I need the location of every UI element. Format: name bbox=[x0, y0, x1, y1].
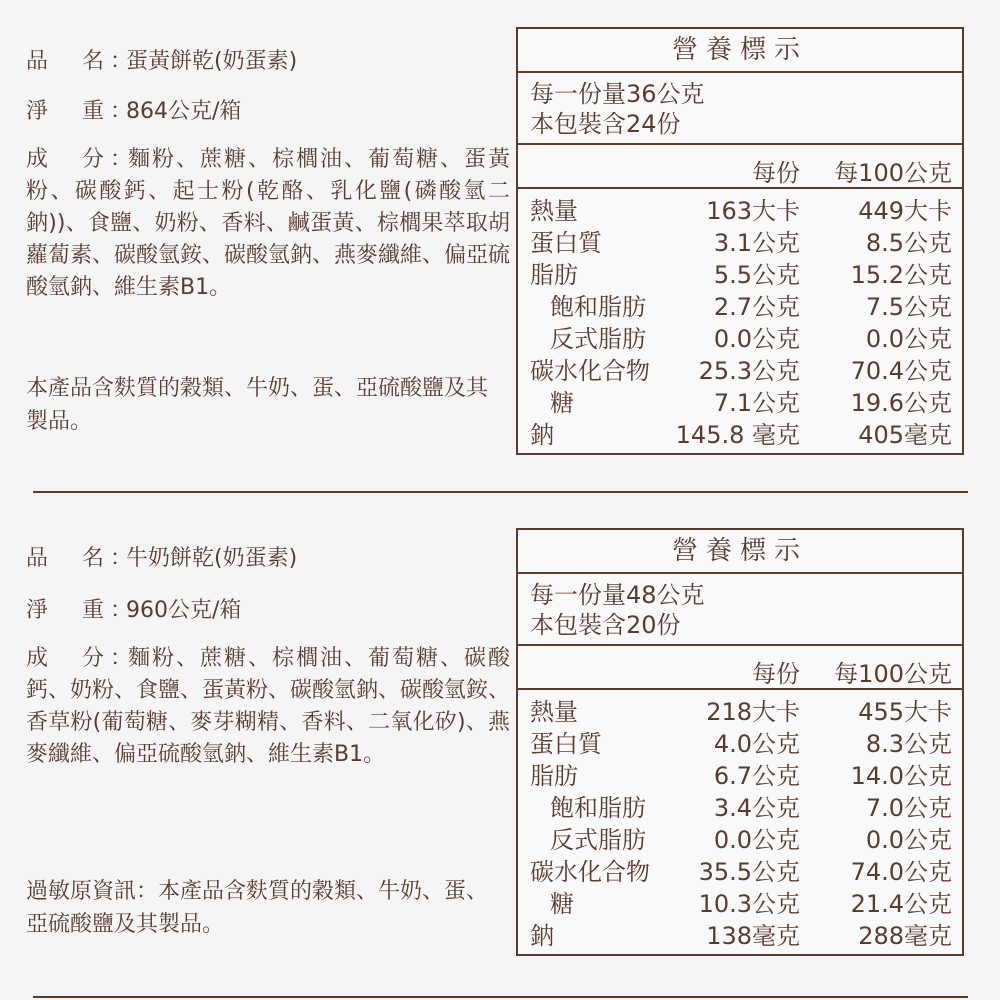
nutrient-label: 脂肪 bbox=[530, 762, 578, 790]
per-100g-value: 74.0公克 bbox=[850, 858, 952, 886]
nutrition-row bbox=[518, 760, 962, 792]
net-weight-row: 淨 重 ：864公克/箱 bbox=[26, 94, 241, 125]
divider-line bbox=[518, 644, 962, 652]
per-100g-value: 7.0公克 bbox=[865, 794, 952, 822]
key-char: 名 bbox=[82, 49, 105, 74]
nutrient-label: 反式脂肪 bbox=[550, 325, 646, 353]
product-name-row: 品 名 ：牛奶餅乾(奶蛋素) bbox=[26, 541, 297, 572]
per-100g-value: 21.4公克 bbox=[850, 890, 952, 918]
key-char: 重 bbox=[82, 598, 105, 623]
name-key bbox=[26, 44, 110, 75]
key-char: 淨 bbox=[26, 99, 49, 124]
key-char: 重 bbox=[82, 99, 105, 124]
key-char: 淨 bbox=[26, 598, 49, 623]
per-100g-value: 0.0公克 bbox=[865, 826, 952, 854]
per-100g-value: 15.2公克 bbox=[850, 261, 952, 289]
allergen-text: 過敏原資訊：本產品含麩質的穀類、牛奶、蛋、亞硫酸鹽及其製品。 bbox=[26, 879, 489, 937]
nutrition-facts-table bbox=[516, 27, 964, 455]
per-100g-header: 每100公克 bbox=[834, 159, 952, 187]
nutrition-row bbox=[518, 920, 962, 952]
per-serving-value: 4.0公克 bbox=[713, 730, 800, 758]
ingredients-key bbox=[26, 144, 110, 176]
nutrition-rows bbox=[518, 690, 962, 952]
weight-key bbox=[26, 94, 110, 125]
per-serving-header: 每份 bbox=[752, 660, 800, 688]
nutrition-row bbox=[518, 355, 962, 387]
nutrition-row bbox=[518, 259, 962, 291]
serving-info bbox=[518, 73, 962, 143]
per-serving-value: 145.8 毫克 bbox=[675, 421, 800, 449]
product-name-row: 品 名 ：蛋黃餅乾(奶蛋素) bbox=[26, 44, 297, 75]
key-char: 成 bbox=[26, 646, 49, 671]
per-serving-value: 25.3公克 bbox=[698, 357, 800, 385]
nutrition-row bbox=[518, 824, 962, 856]
key-char: 名 bbox=[82, 546, 105, 571]
nutrient-label: 脂肪 bbox=[530, 261, 578, 289]
nutrition-row bbox=[518, 195, 962, 227]
nutrition-title: 營養標示 bbox=[518, 530, 962, 574]
per-100g-value: 70.4公克 bbox=[850, 357, 952, 385]
nutrient-label: 碳水化合物 bbox=[530, 858, 650, 886]
net-weight-row: 淨 重 ：960公克/箱 bbox=[26, 593, 241, 624]
key-char: 品 bbox=[26, 546, 49, 571]
servings-per-package: 本包裝含24份 bbox=[530, 110, 681, 138]
nutrient-label: 反式脂肪 bbox=[550, 826, 646, 854]
net-weight: 960公克/箱 bbox=[126, 598, 242, 623]
per-serving-value: 218大卡 bbox=[706, 698, 800, 726]
per-100g-value: 7.5公克 bbox=[865, 293, 952, 321]
per-serving-value: 0.0公克 bbox=[713, 325, 800, 353]
product-name: 牛奶餅乾(奶蛋素) bbox=[126, 546, 298, 571]
per-serving-value: 3.1公克 bbox=[713, 229, 800, 257]
nutrition-row bbox=[518, 323, 962, 355]
nutrition-title: 營養標示 bbox=[518, 29, 962, 73]
key-char: 分 bbox=[82, 147, 105, 172]
per-100g-value: 8.5公克 bbox=[865, 229, 952, 257]
serving-size: 每一份量36公克 bbox=[530, 80, 705, 108]
nutrition-header bbox=[518, 151, 962, 189]
key-char: 品 bbox=[26, 49, 49, 74]
nutrition-row bbox=[518, 387, 962, 419]
per-100g-value: 288毫克 bbox=[858, 922, 952, 950]
per-serving-value: 10.3公克 bbox=[698, 890, 800, 918]
section-divider bbox=[33, 491, 968, 493]
nutrient-label: 糖 bbox=[550, 389, 574, 417]
ingredients-key bbox=[26, 643, 110, 675]
nutrition-row bbox=[518, 792, 962, 824]
ingredients-value: 麵粉、蔗糖、棕櫚油、葡萄糖、碳酸鈣、奶粉、食鹽、蛋黃粉、碳酸氫鈉、碳酸氫銨、香草粉(葡萄糖、麥芽糊精、香料、二氧化矽)、燕麥纖維、偏亞硫酸氫鈉、維生素B1。 bbox=[26, 646, 511, 767]
nutrient-label: 飽和脂肪 bbox=[550, 794, 646, 822]
nutrition-row bbox=[518, 291, 962, 323]
servings-per-package: 本包裝含20份 bbox=[530, 611, 681, 639]
per-serving-value: 2.7公克 bbox=[713, 293, 800, 321]
name-key bbox=[26, 541, 110, 572]
nutrition-facts-table bbox=[516, 528, 964, 956]
per-serving-value: 138毫克 bbox=[706, 922, 800, 950]
nutrition-row bbox=[518, 728, 962, 760]
per-serving-value: 35.5公克 bbox=[698, 858, 800, 886]
nutrient-label: 蛋白質 bbox=[530, 229, 602, 257]
per-100g-value: 0.0公克 bbox=[865, 325, 952, 353]
per-serving-header: 每份 bbox=[752, 159, 800, 187]
nutrient-label: 糖 bbox=[550, 890, 574, 918]
per-100g-value: 8.3公克 bbox=[865, 730, 952, 758]
ingredients-text: 成 分 ：麵粉、蔗糖、棕櫚油、葡萄糖、蛋黃粉、碳酸鈣、起士粉(乾酪、乳化鹽(磷酸氫二鈉))、食鹽、奶粉、香料、鹹蛋黃、棕櫚果萃取胡蘿蔔素、碳酸氫銨、碳酸氫鈉、燕麥纖維、偏亞硫酸氫鈉、維生素B1。 bbox=[26, 144, 510, 304]
ingredients-value: 麵粉、蔗糖、棕櫚油、葡萄糖、蛋黃粉、碳酸鈣、起士粉(乾酪、乳化鹽(磷酸氫二鈉))、食鹽、奶粉、香料、鹹蛋黃、棕櫚果萃取胡蘿蔔素、碳酸氫銨、碳酸氫鈉、燕麥纖維、偏亞硫酸氫鈉、維生素B1。 bbox=[26, 147, 511, 300]
nutrition-header bbox=[518, 652, 962, 690]
serving-size: 每一份量48公克 bbox=[530, 581, 705, 609]
section-divider bbox=[33, 996, 968, 998]
per-serving-value: 6.7公克 bbox=[713, 762, 800, 790]
divider-line bbox=[518, 143, 962, 151]
net-weight: 864公克/箱 bbox=[126, 99, 242, 124]
nutrition-row bbox=[518, 888, 962, 920]
nutrient-label: 碳水化合物 bbox=[530, 357, 650, 385]
nutrition-rows bbox=[518, 189, 962, 451]
ingredients-text: 成 分 ：麵粉、蔗糖、棕櫚油、葡萄糖、碳酸鈣、奶粉、食鹽、蛋黃粉、碳酸氫鈉、碳酸氫銨、香草粉(葡萄糖、麥芽糊精、香料、二氧化矽)、燕麥纖維、偏亞硫酸氫鈉、維生素B1。 bbox=[26, 643, 510, 771]
per-100g-value: 449大卡 bbox=[858, 197, 952, 225]
key-char: 成 bbox=[26, 147, 49, 172]
nutrition-row bbox=[518, 419, 962, 451]
nutrition-row bbox=[518, 696, 962, 728]
allergen-text: 本產品含麩質的穀類、牛奶、蛋、亞硫酸鹽及其製品。 bbox=[26, 376, 489, 434]
per-100g-value: 455大卡 bbox=[858, 698, 952, 726]
per-serving-value: 7.1公克 bbox=[713, 389, 800, 417]
product-name: 蛋黃餅乾(奶蛋素) bbox=[126, 49, 298, 74]
nutrient-label: 鈉 bbox=[530, 421, 554, 449]
per-serving-value: 5.5公克 bbox=[713, 261, 800, 289]
nutrient-label: 熱量 bbox=[530, 197, 578, 225]
nutrition-row bbox=[518, 856, 962, 888]
nutrition-row bbox=[518, 227, 962, 259]
per-serving-value: 0.0公克 bbox=[713, 826, 800, 854]
serving-info bbox=[518, 574, 962, 644]
per-serving-value: 3.4公克 bbox=[713, 794, 800, 822]
per-100g-value: 14.0公克 bbox=[850, 762, 952, 790]
per-serving-value: 163大卡 bbox=[706, 197, 800, 225]
nutrient-label: 蛋白質 bbox=[530, 730, 602, 758]
nutrient-label: 飽和脂肪 bbox=[550, 293, 646, 321]
key-char: 分 bbox=[82, 646, 105, 671]
per-100g-value: 405毫克 bbox=[858, 421, 952, 449]
weight-key bbox=[26, 593, 110, 624]
nutrient-label: 鈉 bbox=[530, 922, 554, 950]
per-100g-header: 每100公克 bbox=[834, 660, 952, 688]
nutrient-label: 熱量 bbox=[530, 698, 578, 726]
per-100g-value: 19.6公克 bbox=[850, 389, 952, 417]
